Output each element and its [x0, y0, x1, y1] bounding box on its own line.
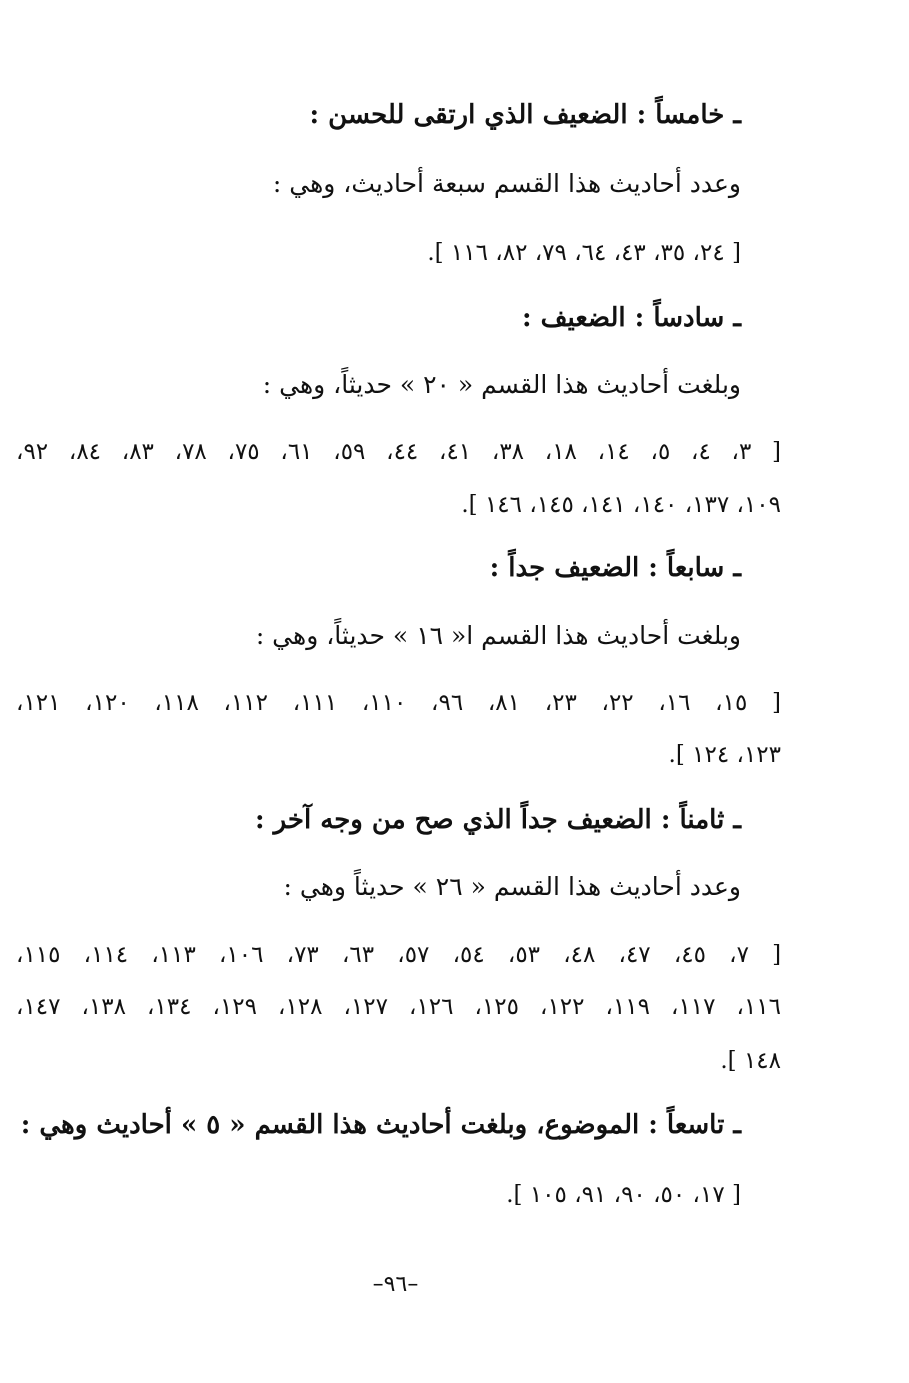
section-eight-numbers-line-3: ١٤٨ ]. [720, 1048, 781, 1074]
section-six-numbers-line-1: [ ٣، ٤، ٥، ١٤، ١٨، ٣٨، ٤١، ٤٤، ٥٩، ٦١، ٧٥، ٧٨، ٨٣، ٨٤، ٩٢، [16, 439, 782, 465]
page-number: –٩٦– [372, 1272, 419, 1297]
section-eight-numbers-line-1: [ ٧، ٤٥، ٤٧، ٤٨، ٥٣، ٥٤، ٥٧، ٦٣، ٧٣، ١٠٦، ١١٣، ١١٤، ١١٥، [16, 942, 782, 968]
section-six-numbers-line-2: ١٠٩، ١٣٧، ١٤٠، ١٤١، ١٤٥، ١٤٦ ]. [461, 492, 781, 518]
section-six-heading: ـ سادساً : الضعيف : [521, 303, 741, 333]
section-seven-heading: ـ سابعاً : الضعيف جداً : [489, 553, 741, 583]
section-five-heading: ـ خامساً : الضعيف الذي ارتقى للحسن : [309, 100, 741, 130]
section-eight-numbers-line-2: ١١٦، ١١٧، ١١٩، ١٢٢، ١٢٥، ١٢٦، ١٢٧، ١٢٨، ١٢٩، ١٣٤، ١٣٨، ١٤٧، [16, 994, 781, 1020]
section-eight-count: وعدد أحاديث هذا القسم « ٢٦ » حديثاً وهي : [283, 872, 741, 901]
section-nine-numbers: [ ١٧، ٥٠، ٩٠، ٩١، ١٠٥ ]. [506, 1182, 741, 1208]
section-five-numbers: [ ٢٤، ٣٥، ٤٣، ٦٤، ٧٩، ٨٢، ١١٦ ]. [427, 240, 741, 266]
section-seven-numbers-line-2: ١٢٣، ١٢٤ ]. [668, 742, 781, 768]
section-five-count: وعدد أحاديث هذا القسم سبعة أحاديث، وهي : [272, 169, 741, 198]
section-nine-heading: ـ تاسعاً : الموضوع، وبلغت أحاديث هذا القسم « ٥ » أحاديث وهي : [20, 1110, 741, 1140]
section-seven-numbers-line-1: [ ١٥، ١٦، ٢٢، ٢٣، ٨١، ٩٦، ١١٠، ١١١، ١١٢، ١١٨، ١٢٠، ١٢١، [16, 690, 781, 716]
section-eight-heading: ـ ثامناً : الضعيف جداً الذي صح من وجه آخر : [254, 805, 741, 835]
section-six-count: وبلغت أحاديث هذا القسم « ٢٠ » حديثاً، وهي : [262, 370, 741, 399]
section-seven-count: وبلغت أحاديث هذا القسم ا« ١٦ » حديثاً، وهي : [255, 621, 741, 650]
